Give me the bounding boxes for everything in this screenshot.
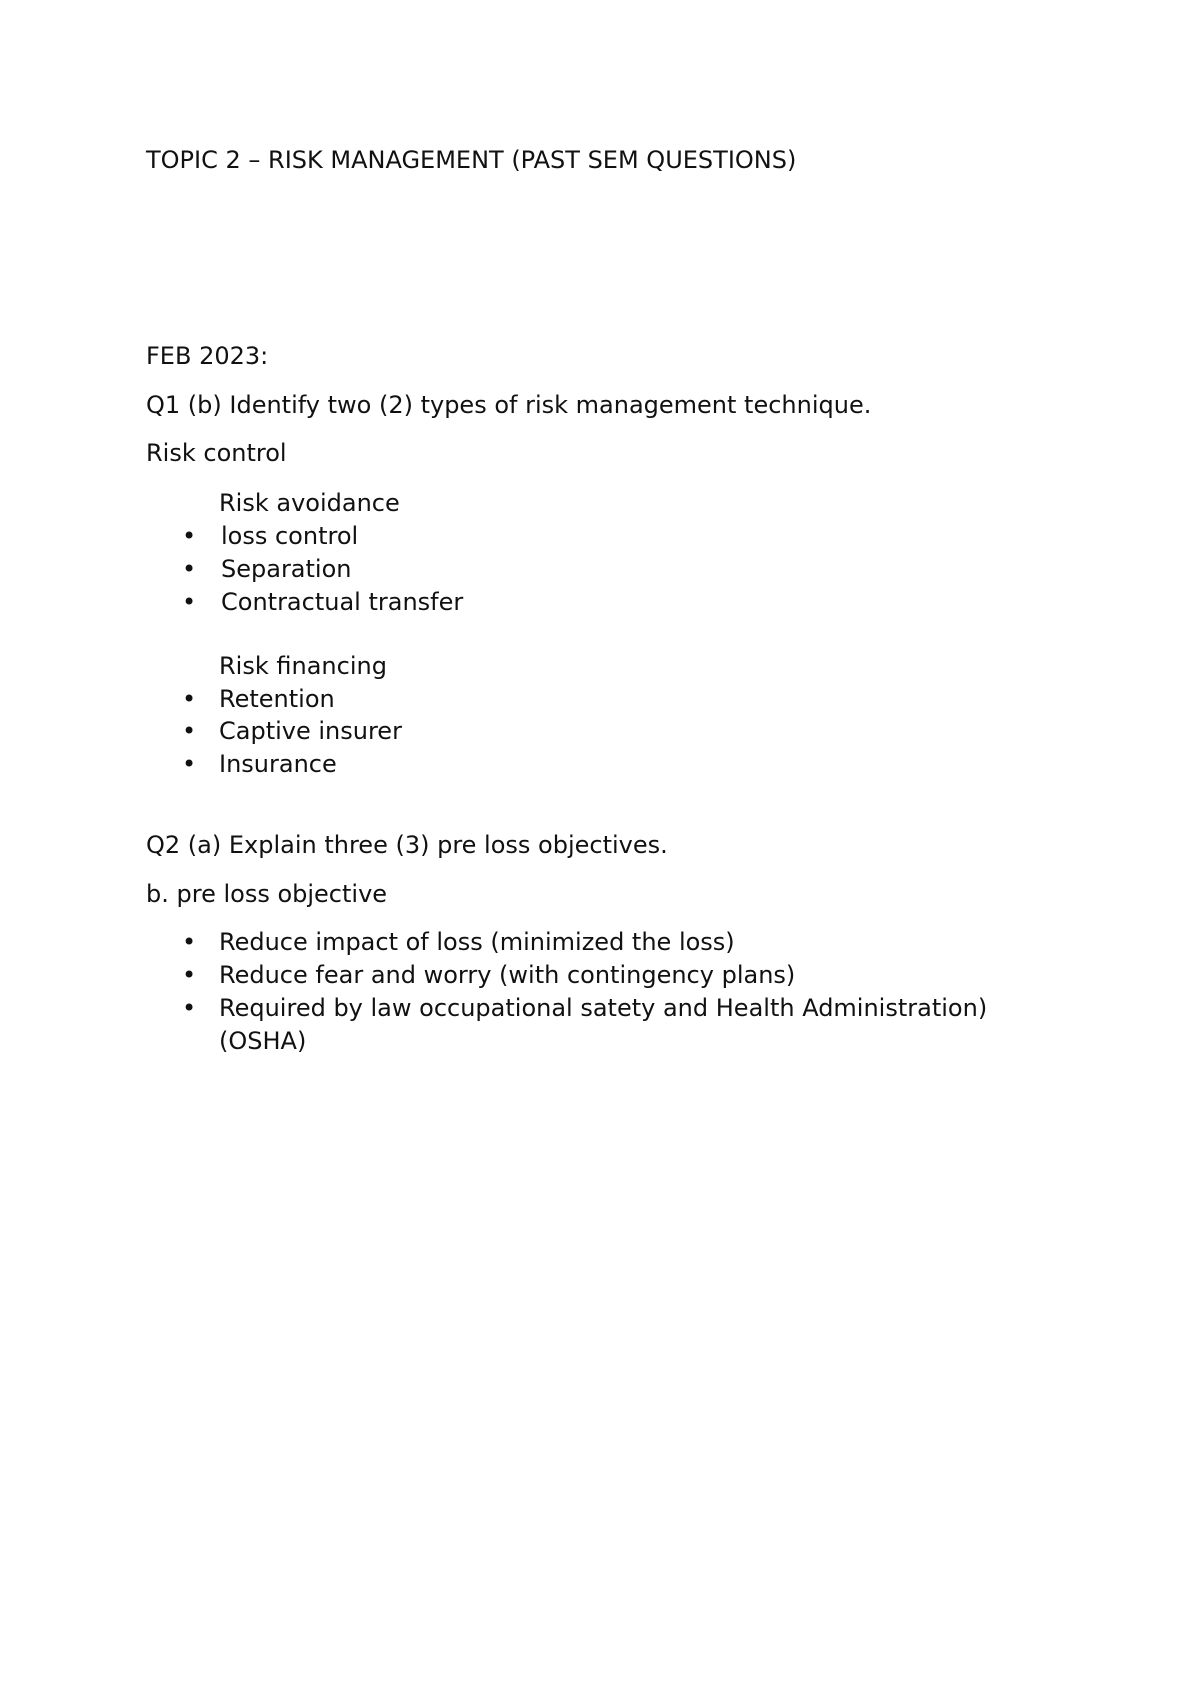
q1-answer-heading: Risk control — [146, 439, 287, 467]
q1-question: Q1 (b) Identify two (2) types of risk management technique. — [146, 391, 872, 419]
list-item-text: Captive insurer — [219, 717, 402, 745]
list-item-text: Reduce impact of loss (minimized the loss) — [219, 928, 735, 956]
bullet-icon: • — [182, 750, 197, 778]
q2-question: Q2 (a) Explain three (3) pre loss objectives. — [146, 831, 668, 859]
document-title: TOPIC 2 – RISK MANAGEMENT (PAST SEM QUESTIONS) — [146, 146, 797, 174]
q1-group1-label: Risk avoidance — [219, 489, 400, 517]
list-item-text: Separation — [221, 555, 352, 583]
q2-answer-heading: b. pre loss objective — [146, 880, 388, 908]
bullet-icon: • — [182, 522, 197, 550]
bullet-icon: • — [182, 961, 197, 989]
list-item-text: Retention — [219, 685, 335, 713]
bullet-icon: • — [182, 555, 197, 583]
list-item-continuation: (OSHA) — [219, 1027, 307, 1055]
session-heading: FEB 2023: — [146, 342, 269, 370]
bullet-icon: • — [182, 588, 197, 616]
bullet-icon: • — [182, 994, 197, 1022]
list-item-text: Required by law occupational satety and Health Administration) — [219, 994, 988, 1022]
list-item-text: Insurance — [219, 750, 337, 778]
list-item-text: Contractual transfer — [221, 588, 464, 616]
bullet-icon: • — [182, 717, 197, 745]
list-item-text: loss control — [221, 522, 359, 550]
list-item-text: Reduce fear and worry (with contingency plans) — [219, 961, 796, 989]
bullet-icon: • — [182, 928, 197, 956]
bullet-icon: • — [182, 685, 197, 713]
q1-group2-label: Risk financing — [219, 652, 387, 680]
